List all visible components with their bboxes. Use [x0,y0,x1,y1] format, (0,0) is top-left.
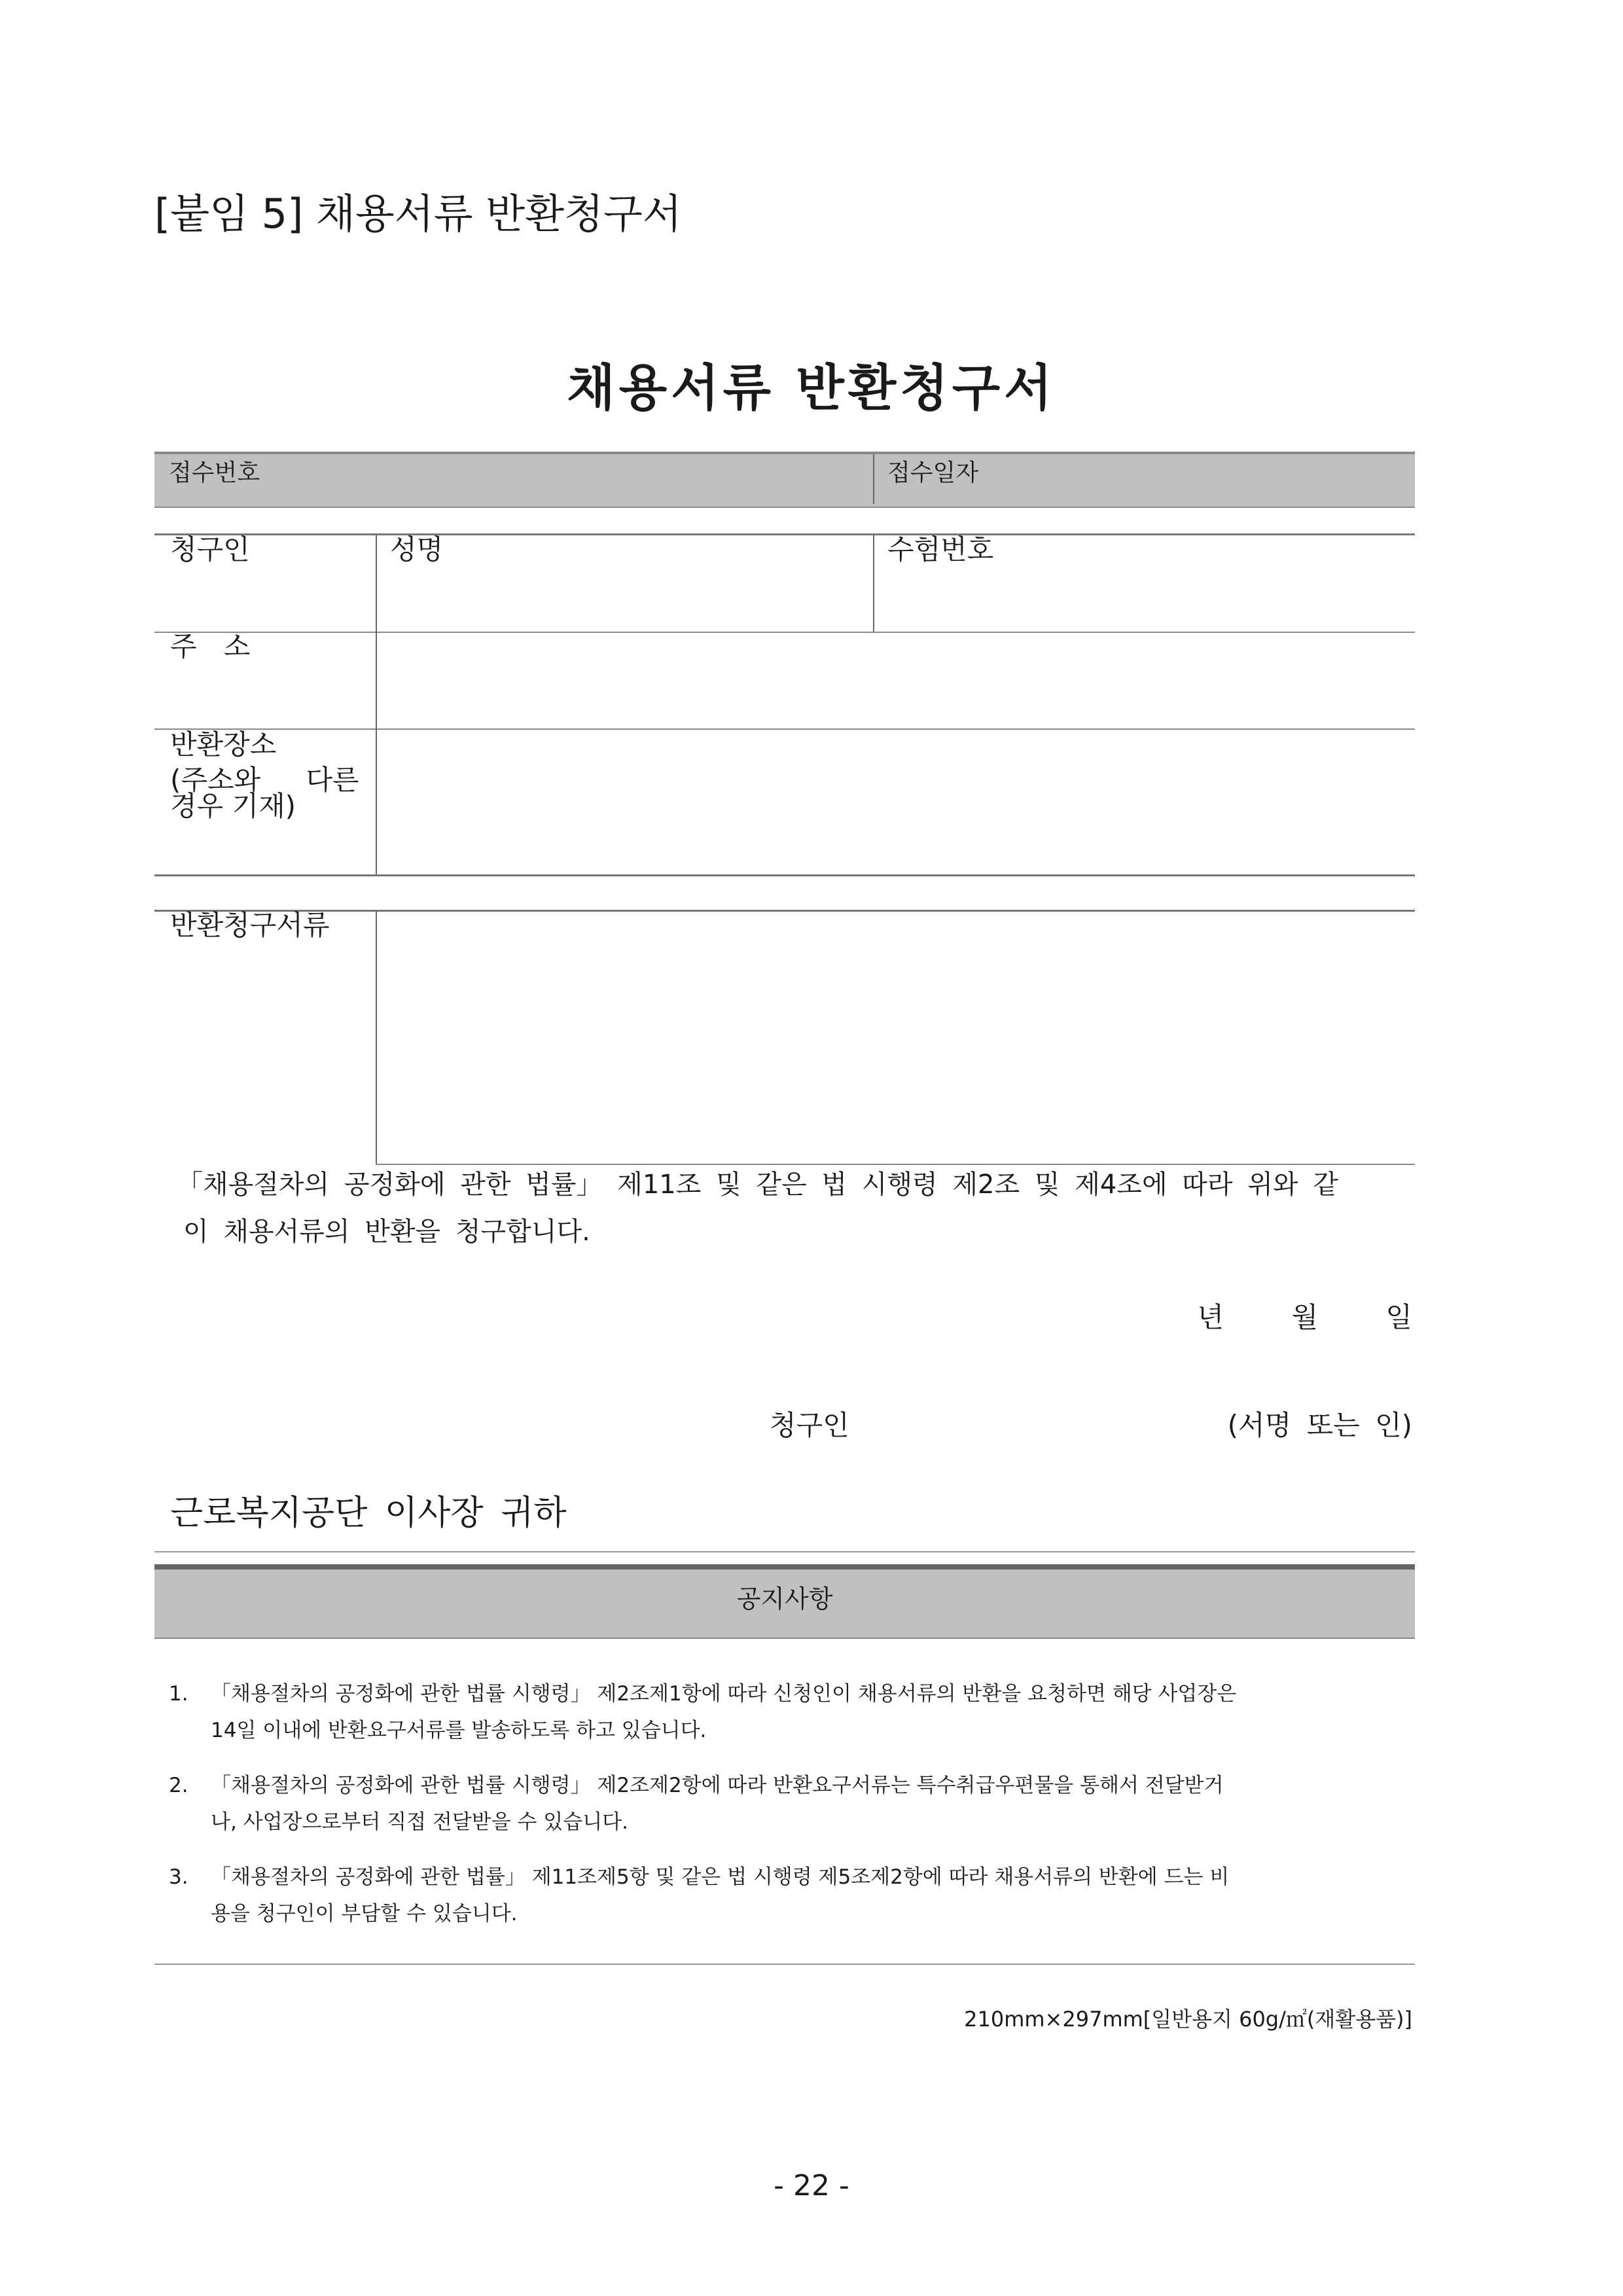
table-row-divider-2 [154,728,1415,730]
receipt-date-label: 접수일자 [887,459,979,486]
notice-item [169,1859,1414,1932]
claimant-label: 청구인 [170,533,250,565]
notice-item [169,1676,1414,1749]
notice-item-line2: 나, 사업장으로부터 직접 전달받을 수 있습니다. [211,1810,628,1834]
table-bottom-border-1 [154,874,1415,876]
signature-sign-label: (서명 또는 인) [1227,1409,1412,1441]
receipt-divider [873,454,874,504]
table-label-divider-1 [376,535,377,874]
table-name-exam-divider [873,535,874,632]
notice-bottom-border [154,1964,1415,1965]
address-label: 주 소 [170,630,260,662]
return-place-label-line2: (주소와 다른 [170,764,359,796]
return-place-label-line3: 경우 기재) [170,790,296,822]
date-year-label: 년 [1197,1301,1224,1333]
notice-item-number: 2. [169,1774,188,1797]
notice-item-line1: 「채용절차의 공정화에 관한 법률」 제11조제5항 및 같은 법 시행령 제5조제2항에 따라 채용서류의 반환에 드는 비 [211,1865,1230,1889]
notice-list [169,1676,1414,1950]
statement-line-1: 「채용절차의 공정화에 관한 법률」 제11조 및 같은 법 시행령 제2조 및 제4조에 따라 위와 같 [177,1170,1338,1200]
paper-spec: 210mm×297mm[일반용지 60g/㎡(재활용품)] [964,2007,1412,2032]
notice-title: 공지사항 [736,1585,833,1613]
documents-label: 반환청구서류 [170,909,330,941]
table-row-divider-1 [154,632,1415,633]
receipt-bar [154,452,1415,508]
notice-item [169,1767,1414,1840]
recipient: 근로복지공단 이사장 귀하 [170,1494,567,1533]
date-month-label: 월 [1291,1301,1319,1333]
notice-item-line2: 용을 청구인이 부담할 수 있습니다. [211,1902,518,1926]
notice-item-line1: 「채용절차의 공정화에 관한 법률 시행령」 제2조제1항에 따라 신청인이 채용서류의 반환을 요청하면 해당 사업장은 [211,1682,1237,1706]
documents-top-border [154,910,1415,912]
statement-line-2: 이 채용서류의 반환을 청구합니다. [183,1217,590,1247]
return-place-label-line1: 반환장소 [170,728,277,761]
exam-number-label: 수험번호 [887,533,994,565]
page-number: - 22 - [774,2169,849,2202]
receipt-number-label: 접수번호 [169,459,260,486]
notice-item-number: 3. [169,1865,188,1889]
form-title: 채용서류 반환청구서 [567,359,1056,417]
attachment-label: [붙임 5] 채용서류 반환청구서 [154,190,682,238]
notice-thin-line [154,1551,1415,1552]
documents-label-divider [376,911,377,1164]
date-day-label: 일 [1385,1301,1412,1333]
signature-claimant-label: 청구인 [770,1409,849,1441]
name-label: 성명 [390,533,444,565]
notice-item-number: 1. [169,1682,188,1706]
notice-item-line1: 「채용절차의 공정화에 관한 법률 시행령」 제2조제2항에 따라 반환요구서류는 특수취급우편물을 통해서 전달받거 [211,1774,1224,1797]
table-top-border [154,533,1415,535]
notice-item-line2: 14일 이내에 반환요구서류를 발송하도록 하고 있습니다. [211,1719,707,1742]
date-row [1139,1296,1412,1335]
